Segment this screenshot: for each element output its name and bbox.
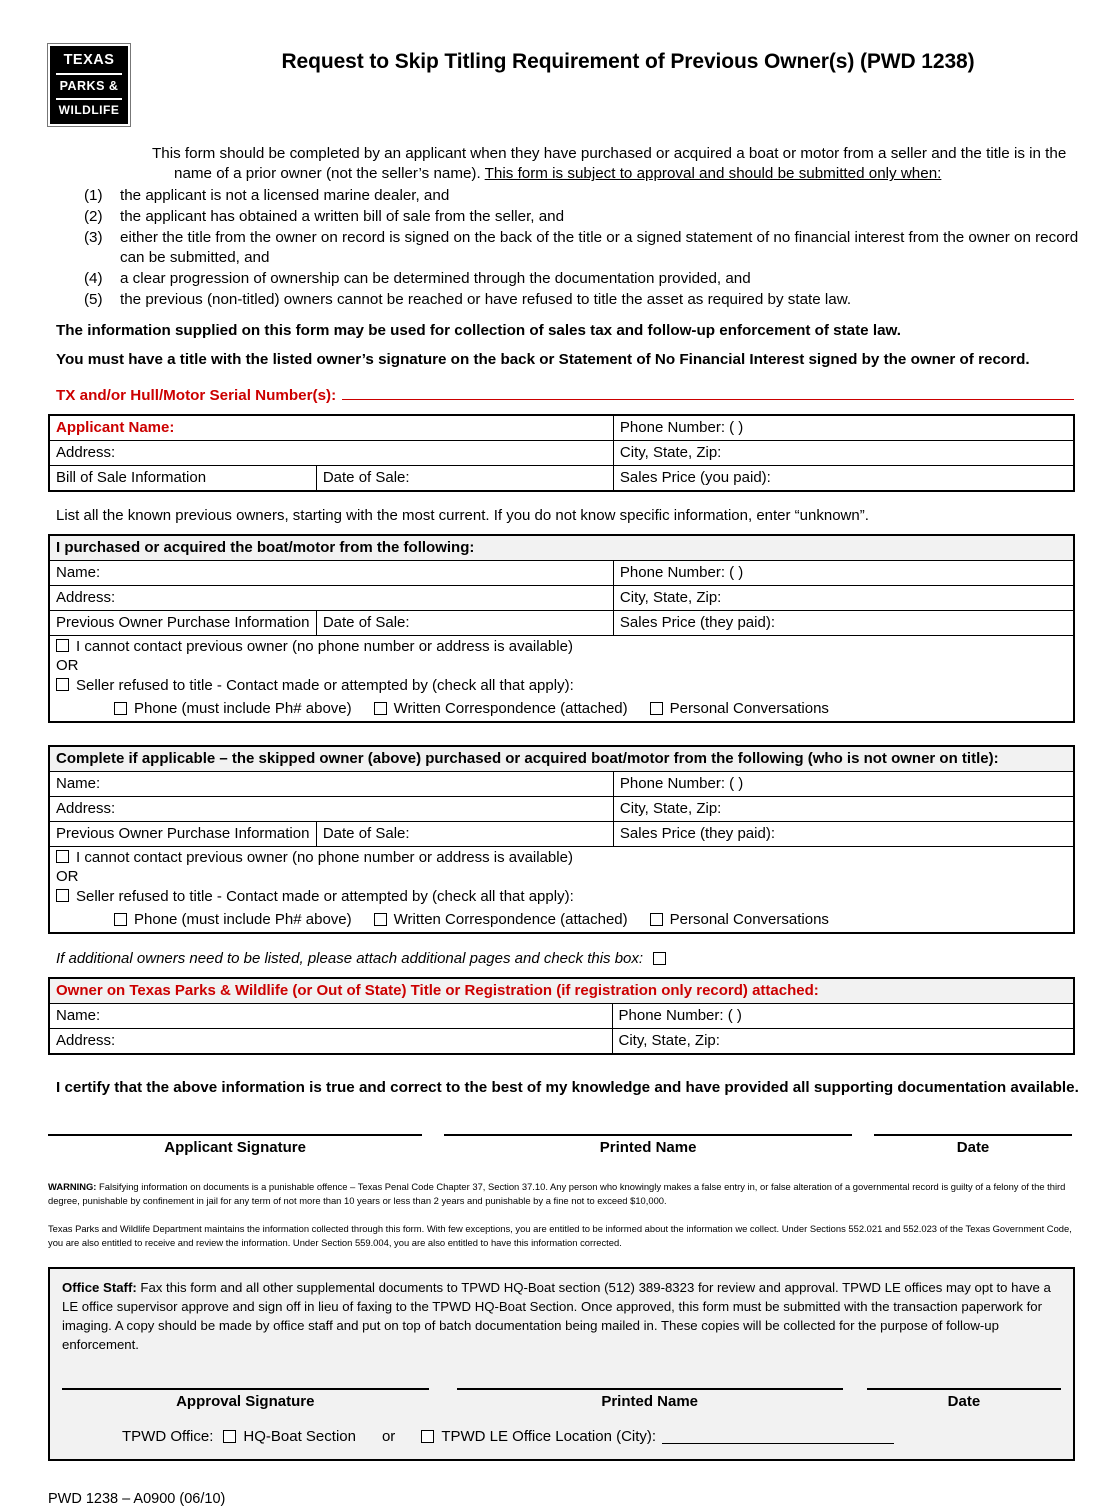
owner2-cannot-contact-label: I cannot contact previous owner (no phone number or address is available) <box>76 848 573 866</box>
owner2-cannot-contact-row[interactable] <box>56 850 1067 867</box>
table-row <box>49 415 1074 441</box>
owner2-method-phone[interactable] <box>114 911 352 928</box>
table-row <box>49 465 1074 491</box>
owner2-phone-label: Phone Number: ( ) <box>619 774 744 792</box>
title-owner-header: Owner on Texas Parks & Wildlife (or Out of State) Title or Registration (if registration only record) attached: <box>49 978 1074 1004</box>
section-spacer <box>0 723 1120 745</box>
title-owner-name-cell[interactable] <box>49 1003 612 1028</box>
owner2-city-state-zip-label: City, State, Zip: <box>619 799 722 817</box>
table-row <box>49 746 1074 772</box>
table-row <box>49 796 1074 821</box>
owner2-contact-checkboxes <box>49 846 1074 933</box>
checkbox-icon[interactable] <box>650 702 663 715</box>
owner1-city-state-zip-cell[interactable] <box>613 585 1074 610</box>
table-row <box>49 846 1074 933</box>
list-item-text: the applicant is not a licensed marine dealer, and <box>120 187 450 205</box>
title-signature-note: You must have a title with the listed owner’s signature on the back or Statement of No Financial Interest signed by the owner of record. <box>56 351 1030 369</box>
tpwd-office-selection-row <box>122 1428 1061 1445</box>
title-owner-table <box>48 977 1075 1055</box>
owner1-cannot-contact-label: I cannot contact previous owner (no phone number or address is available) <box>76 637 573 655</box>
owner1-address-cell[interactable] <box>49 585 613 610</box>
applicant-address-label: Address: <box>56 443 116 461</box>
approval-printed-name-label: Printed Name <box>601 1393 699 1411</box>
hq-boat-section-label: HQ-Boat Section <box>243 1428 356 1446</box>
owner2-refused-row[interactable] <box>56 889 1067 906</box>
list-item-text: either the title from the owner on record is signed on the back of the title or a signed statement of no financial interest from the owner on record can be submitted, and <box>120 228 1079 267</box>
le-office-city-input[interactable] <box>662 1430 894 1444</box>
intro-line-1: This form should be completed by an applicant when they have purchased or acquired a boat or motor from a seller and the title is in the <box>152 145 1067 162</box>
owner2-date-of-sale-label: Date of Sale: <box>322 824 410 842</box>
owner2-purchase-info-cell <box>49 821 316 846</box>
serial-number-label: TX and/or Hull/Motor Serial Number(s): <box>56 386 337 404</box>
title-owner-city-state-zip-cell[interactable] <box>612 1028 1074 1054</box>
owner2-name-label: Name: <box>56 774 101 792</box>
list-item-number: (2) <box>84 208 103 226</box>
applicant-signature-label: Applicant Signature <box>164 1138 306 1156</box>
checkbox-icon[interactable] <box>374 913 387 926</box>
list-item-number: (3) <box>84 228 103 246</box>
office-staff-instructions <box>62 1279 1061 1354</box>
applicant-bill-of-sale-cell <box>49 465 316 491</box>
applicant-name-cell[interactable] <box>49 415 613 441</box>
serial-number-row <box>56 386 1096 404</box>
list-item <box>48 186 1096 207</box>
applicant-name-label: Applicant Name: <box>56 418 175 436</box>
checkbox-icon[interactable] <box>56 850 69 863</box>
le-office-label: TPWD LE Office Location (City): <box>441 1428 657 1446</box>
tpwd-office-or-label: or <box>381 1428 396 1446</box>
checkbox-icon[interactable] <box>114 702 127 715</box>
owner2-sales-price-label: Sales Price (they paid): <box>619 824 775 842</box>
owner1-contact-methods <box>114 700 1067 717</box>
list-item <box>48 290 1096 311</box>
owner2-date-of-sale-cell[interactable] <box>316 821 613 846</box>
approval-printed-name-field[interactable] <box>457 1388 843 1410</box>
owner1-cannot-contact-row[interactable] <box>56 639 1067 656</box>
checkbox-icon[interactable] <box>56 639 69 652</box>
intro-section <box>0 144 1120 404</box>
owner-section-2-header: Complete if applicable – the skipped owner (above) purchased or acquired boat/motor from the following (who is not owner on title): <box>49 746 1074 772</box>
intro-line-2 <box>174 164 1096 184</box>
warning-notice <box>48 1180 1072 1207</box>
table-row <box>49 610 1074 635</box>
owner2-method-written[interactable] <box>374 911 628 928</box>
applicant-signature-row <box>48 1134 1072 1156</box>
sales-tax-note: The information supplied on this form may be used for collection of sales tax and follow-up enforcement of state law. <box>56 322 901 340</box>
owner1-address-label: Address: <box>56 588 116 606</box>
owner1-name-label: Name: <box>56 563 101 581</box>
title-owner-address-label: Address: <box>56 1031 116 1049</box>
list-item-number: (5) <box>84 290 103 308</box>
title-owner-phone-label: Phone Number: ( ) <box>618 1006 742 1024</box>
owner1-purchase-info-label: Previous Owner Purchase Information <box>56 613 310 631</box>
tpwd-office-label: TPWD Office: <box>122 1428 214 1446</box>
office-staff-prefix: Office Staff: <box>62 1280 137 1296</box>
applicant-city-state-zip-label: City, State, Zip: <box>619 443 722 461</box>
checkbox-icon[interactable] <box>374 702 387 715</box>
header-title-area <box>130 44 1096 74</box>
owner2-sales-price-cell[interactable] <box>613 821 1074 846</box>
owner1-method-personal[interactable] <box>650 700 829 717</box>
form-header <box>0 0 1120 126</box>
table-row <box>49 771 1074 796</box>
owner-section-1-header: I purchased or acquired the boat/motor from the following: <box>49 535 1074 561</box>
office-staff-box <box>48 1267 1075 1461</box>
title-owner-address-cell[interactable] <box>49 1028 612 1054</box>
applicant-phone-label: Phone Number: ( ) <box>619 418 744 436</box>
list-item-text: the applicant has obtained a written bill of sale from the seller, and <box>120 208 565 226</box>
checkbox-icon[interactable] <box>650 913 663 926</box>
title-owner-phone-cell[interactable] <box>612 1003 1074 1028</box>
owner-section-2-table <box>48 745 1075 934</box>
owner1-or-label: OR <box>56 657 79 675</box>
warning-prefix: WARNING: <box>48 1180 97 1192</box>
owner1-method-personal-label: Personal Conversations <box>669 699 829 717</box>
table-row <box>49 635 1074 722</box>
checkbox-icon[interactable] <box>653 952 666 965</box>
additional-owners-row[interactable] <box>56 950 1120 967</box>
logo-text-wildlife: WILDLIFE <box>58 103 120 118</box>
table-row <box>49 1028 1074 1054</box>
owner1-sales-price-cell[interactable] <box>613 610 1074 635</box>
owner1-contact-checkboxes <box>49 635 1074 722</box>
owner2-address-label: Address: <box>56 799 116 817</box>
applicant-info-table <box>48 414 1075 492</box>
owner2-address-cell[interactable] <box>49 796 613 821</box>
owner2-phone-cell[interactable] <box>613 771 1074 796</box>
list-item <box>48 269 1096 290</box>
owner2-city-state-zip-cell[interactable] <box>613 796 1074 821</box>
applicant-phone-cell[interactable] <box>613 415 1074 441</box>
applicant-sales-price-cell[interactable] <box>613 465 1074 491</box>
owner1-method-written-label: Written Correspondence (attached) <box>393 699 628 717</box>
title-owner-name-label: Name: <box>56 1006 101 1024</box>
list-item-number: (4) <box>84 270 103 288</box>
owner2-method-written-label: Written Correspondence (attached) <box>393 910 628 928</box>
applicant-bill-of-sale-label: Bill of Sale Information <box>56 468 207 486</box>
additional-owners-label: If additional owners need to be listed, please attach additional pages and check this box: <box>56 949 644 967</box>
applicant-date-of-sale-label: Date of Sale: <box>322 468 410 486</box>
approval-signature-label: Approval Signature <box>176 1393 315 1411</box>
checkbox-icon[interactable] <box>56 889 69 902</box>
list-item-number: (1) <box>84 187 103 205</box>
logo-divider-2 <box>56 98 122 100</box>
certification-statement: I certify that the above information is true and correct to the best of my knowledge and have provided all supporting documentation available. <box>56 1078 1079 1096</box>
owner2-purchase-info-label: Previous Owner Purchase Information <box>56 824 310 842</box>
tpwd-logo <box>48 44 130 126</box>
table-row <box>49 535 1074 561</box>
owner2-method-personal[interactable] <box>650 911 829 928</box>
approval-date-field[interactable] <box>867 1388 1061 1410</box>
owner1-city-state-zip-label: City, State, Zip: <box>619 588 722 606</box>
owner1-refused-label: Seller refused to title - Contact made or attempted by (check all that apply): <box>76 677 574 695</box>
owner2-refused-label: Seller refused to title - Contact made or attempted by (check all that apply): <box>76 888 574 906</box>
table-row <box>49 1003 1074 1028</box>
table-row <box>49 440 1074 465</box>
owner1-purchase-info-cell <box>49 610 316 635</box>
owner1-name-cell[interactable] <box>49 560 613 585</box>
owner1-date-of-sale-cell[interactable] <box>316 610 613 635</box>
list-item-text: the previous (non-titled) owners cannot be reached or have refused to title the asset as required by state law. <box>120 290 852 308</box>
owner2-or-label: OR <box>56 868 79 886</box>
applicant-sales-price-label: Sales Price (you paid): <box>619 468 771 486</box>
applicant-printed-name-label: Printed Name <box>599 1138 697 1156</box>
owner-section-1-table <box>48 534 1075 723</box>
checkbox-icon[interactable] <box>114 913 127 926</box>
owner2-contact-methods <box>114 911 1067 928</box>
owner2-method-phone-label: Phone (must include Ph# above) <box>134 910 352 928</box>
title-owner-city-state-zip-label: City, State, Zip: <box>618 1031 720 1049</box>
logo-text-texas: TEXAS <box>63 52 115 68</box>
owner1-phone-label: Phone Number: ( ) <box>619 563 744 581</box>
applicant-date-of-sale-cell[interactable] <box>316 465 613 491</box>
approval-signature-row <box>62 1388 1061 1410</box>
owner2-name-cell[interactable] <box>49 771 613 796</box>
previous-owners-instruction: List all the known previous owners, starting with the most current. If you do not know specific information, enter “unknown”. <box>56 506 869 524</box>
office-staff-text: Fax this form and all other supplemental documents to TPWD HQ-Boat section (512) 389-8323 for review and approval. TPWD LE offices may opt to have a LE office supervisor approve and sign off in lieu of faxing to the TPWD HQ-Boat Section. Once approved, this form must be submitted with the transaction paperwork for imaging. A copy should be made by office staff and put on top of batch documentation being mailed in. These copies will be collected for the purpose of follow-up enforcement. <box>62 1280 1051 1352</box>
owner2-method-personal-label: Personal Conversations <box>669 910 829 928</box>
form-footer: PWD 1238 – A0900 (06/10) <box>48 1491 226 1507</box>
owner1-phone-cell[interactable] <box>613 560 1074 585</box>
serial-number-input[interactable] <box>342 386 1074 400</box>
privacy-notice: Texas Parks and Wildlife Department maintains the information collected through this form. With few exceptions, you are entitled to be informed about the information we collect. Under Sections 552.021 and 552.023 of the Texas Government Code, you are also entitled to receive and review the information. Under Section 559.004, you are also entitled to have this information corrected. <box>48 1223 1072 1248</box>
intro-line-2-plain: name of a prior owner (not the seller’s name). <box>174 165 485 183</box>
applicant-date-field[interactable] <box>874 1134 1072 1156</box>
owner1-method-phone[interactable] <box>114 700 352 717</box>
table-row <box>49 560 1074 585</box>
checkbox-icon[interactable] <box>223 1430 236 1443</box>
owner1-method-phone-label: Phone (must include Ph# above) <box>134 699 352 717</box>
warning-text: Falsifying information on documents is a punishable offence – Texas Penal Code Chapter 37, Section 37.10. Any person who knowingly makes a false entry in, or false alteration of a governmental record is guilty of a felony of the third degree, punishable by confinement in jail for any term of not more than 10 years or less than 2 years and punishable by a fine not to exceed $10,000. <box>48 1180 1066 1206</box>
table-row <box>49 978 1074 1004</box>
owner1-refused-row[interactable] <box>56 678 1067 695</box>
requirements-list <box>48 186 1096 310</box>
approval-date-label: Date <box>947 1393 981 1411</box>
applicant-city-state-zip-cell[interactable] <box>613 440 1074 465</box>
intro-paragraph <box>152 144 1096 184</box>
owner1-sales-price-label: Sales Price (they paid): <box>619 613 775 631</box>
logo-divider-1 <box>56 73 122 75</box>
list-item <box>48 207 1096 228</box>
list-item-text: a clear progression of ownership can be determined through the documentation provided, and <box>120 270 751 288</box>
applicant-date-label: Date <box>956 1138 990 1156</box>
owner1-date-of-sale-label: Date of Sale: <box>322 613 410 631</box>
applicant-signature-field[interactable] <box>48 1134 422 1156</box>
approval-signature-field[interactable] <box>62 1388 429 1410</box>
list-item <box>48 228 1096 269</box>
checkbox-icon[interactable] <box>421 1430 434 1443</box>
checkbox-icon[interactable] <box>56 678 69 691</box>
table-row <box>49 585 1074 610</box>
logo-text-parks: PARKS & <box>59 78 119 93</box>
owner1-method-written[interactable] <box>374 700 628 717</box>
applicant-address-cell[interactable] <box>49 440 613 465</box>
intro-line-2-underlined: This form is subject to approval and should be submitted only when: <box>484 165 942 183</box>
page-title: Request to Skip Titling Requirement of Previous Owner(s) (PWD 1238) <box>281 50 975 73</box>
table-row <box>49 821 1074 846</box>
applicant-printed-name-field[interactable] <box>444 1134 852 1156</box>
